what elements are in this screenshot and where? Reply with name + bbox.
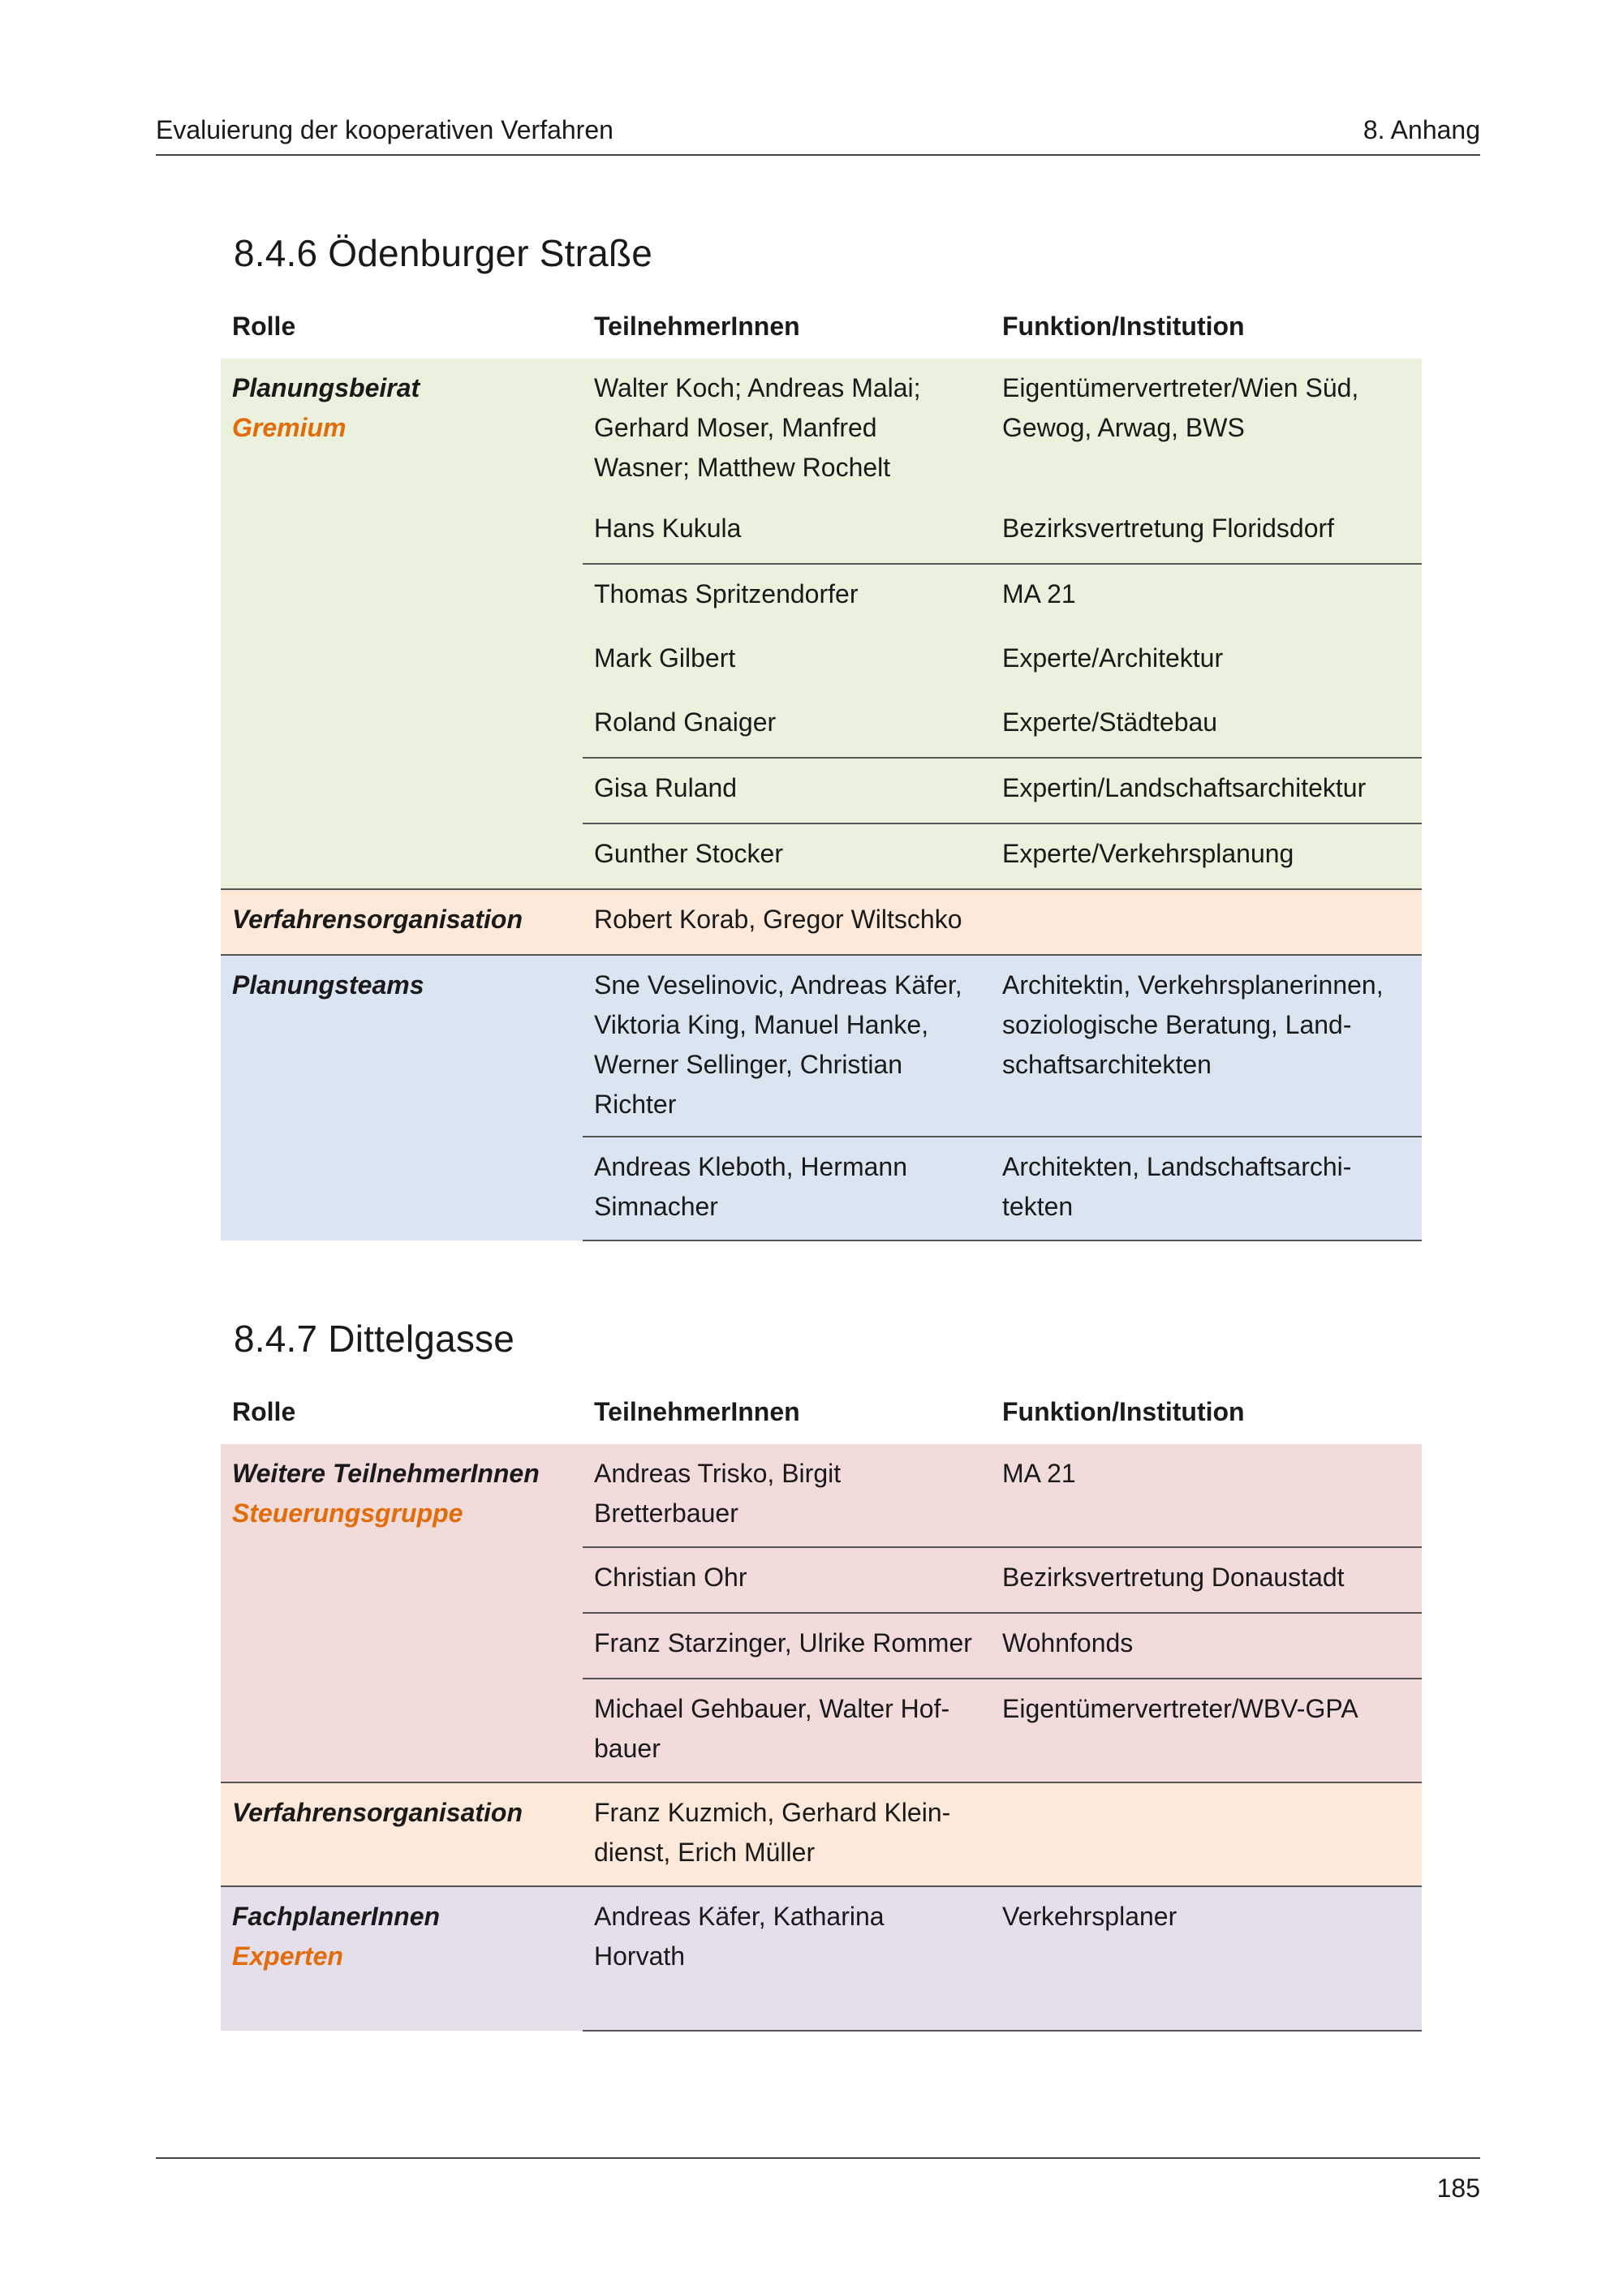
- table-row: [221, 955, 1422, 1137]
- column-header-rolle: Rolle: [232, 1396, 296, 1426]
- table-row: [221, 1782, 1422, 1886]
- function-cell: Experte/Städtebau: [991, 693, 1422, 758]
- participant-cell: Roland Gnaiger: [583, 693, 991, 758]
- table-row: [221, 359, 1422, 499]
- function-cell: Expertin/Landschaftsarchitektur: [991, 758, 1422, 823]
- column-header-funktion: Funktion/Institution: [1002, 1396, 1245, 1426]
- role-label: Planungsbeirat: [232, 373, 420, 402]
- table-row: [221, 1444, 1422, 1547]
- role-cell: Planungsteams: [221, 955, 583, 1240]
- role-sublabel: Steuerungsgruppe: [232, 1498, 463, 1528]
- function-cell: Experte/Verkehrsplanung: [991, 823, 1422, 889]
- role-sublabel: Gremium: [232, 413, 347, 442]
- role-cell: [221, 359, 583, 889]
- role-label: Weitere TeilnehmerInnen: [232, 1459, 540, 1488]
- column-header-rolle: Rolle: [232, 311, 296, 341]
- role-cell: Verfahrensorganisation: [221, 889, 583, 955]
- function-cell: Eigentümervertreter/WBV-GPA: [991, 1679, 1422, 1782]
- participant-cell: Hans Kukula: [583, 499, 991, 564]
- participant-cell: Michael Gehbauer, Walter Hof-bauer: [583, 1679, 991, 1782]
- participant-cell: Thomas Spritzendorfer: [583, 564, 991, 629]
- participant-cell: Franz Starzinger, Ulrike Rommer: [583, 1613, 991, 1679]
- page-footer: [156, 2157, 1480, 2203]
- function-cell: Bezirksvertretung Donaustadt: [991, 1547, 1422, 1613]
- function-cell: Wohnfonds: [991, 1613, 1422, 1679]
- function-cell: Experte/Architektur: [991, 629, 1422, 693]
- participant-cell: Andreas Trisko, Birgit Bretterbauer: [583, 1444, 991, 1547]
- participant-cell: Christian Ohr: [583, 1547, 991, 1613]
- function-cell: Verkehrsplaner: [991, 1886, 1422, 2031]
- function-cell: MA 21: [991, 1444, 1422, 1547]
- role-cell: [221, 1444, 583, 1782]
- participant-cell: Franz Kuzmich, Gerhard Klein-dienst, Erich Müller: [583, 1782, 991, 1886]
- function-cell: Eigentümervertreter/Wien Süd, Gewog, Arwag, BWS: [991, 359, 1422, 499]
- function-cell: Bezirksvertretung Floridsdorf: [991, 499, 1422, 564]
- participant-cell: Gunther Stocker: [583, 823, 991, 889]
- table-header-row: [221, 1379, 1422, 1444]
- function-cell: Architektin, Verkehrsplanerinnen, soziologische Beratung, Land-schaftsarchitekten: [991, 955, 1422, 1137]
- page-number: 185: [1436, 2173, 1480, 2203]
- header-title: Evaluierung der kooperativen Verfahren: [156, 115, 613, 144]
- page-header: [156, 114, 1480, 156]
- header-chapter: 8. Anhang: [1363, 115, 1480, 144]
- participant-cell: Sne Veselinovic, Andreas Käfer, Viktoria King, Manuel Hanke, Werner Sellinger, Christian Richter: [583, 955, 991, 1137]
- section-dittelgasse: [221, 1306, 1422, 2032]
- role-cell: [221, 1886, 583, 2031]
- function-cell: [991, 1782, 1422, 1886]
- role-sublabel: Experten: [232, 1941, 343, 1971]
- column-header-teilnehmer: TeilnehmerInnen: [594, 1396, 800, 1426]
- participant-cell: Andreas Käfer, Katharina Horvath: [583, 1886, 991, 2031]
- table-header-row: [221, 294, 1422, 359]
- column-header-funktion: Funktion/Institution: [1002, 311, 1245, 341]
- participant-cell: Gisa Ruland: [583, 758, 991, 823]
- role-label: FachplanerInnen: [232, 1902, 441, 1931]
- function-cell: Architekten, Landschaftsarchi-tekten: [991, 1137, 1422, 1240]
- table-row: [221, 889, 1422, 955]
- participants-table: [221, 1379, 1422, 2032]
- section-title: 8.4.6 Ödenburger Straße: [234, 232, 653, 274]
- column-header-teilnehmer: TeilnehmerInnen: [594, 311, 800, 341]
- function-cell: MA 21: [991, 564, 1422, 629]
- section-title: 8.4.7 Dittelgasse: [234, 1318, 515, 1360]
- participant-cell: Walter Koch; Andreas Malai; Gerhard Moser, Manfred Wasner; Matthew Rochelt: [583, 359, 991, 499]
- participant-cell: Robert Korab, Gregor Wiltschko: [583, 889, 991, 955]
- section-oedenburger-strasse: [221, 221, 1422, 1241]
- function-cell: [991, 889, 1422, 955]
- participant-cell: Andreas Kleboth, Hermann Simnacher: [583, 1137, 991, 1240]
- role-cell: Verfahrensorganisation: [221, 1782, 583, 1886]
- participants-table: [221, 294, 1422, 1241]
- table-row: [221, 1886, 1422, 2031]
- participant-cell: Mark Gilbert: [583, 629, 991, 693]
